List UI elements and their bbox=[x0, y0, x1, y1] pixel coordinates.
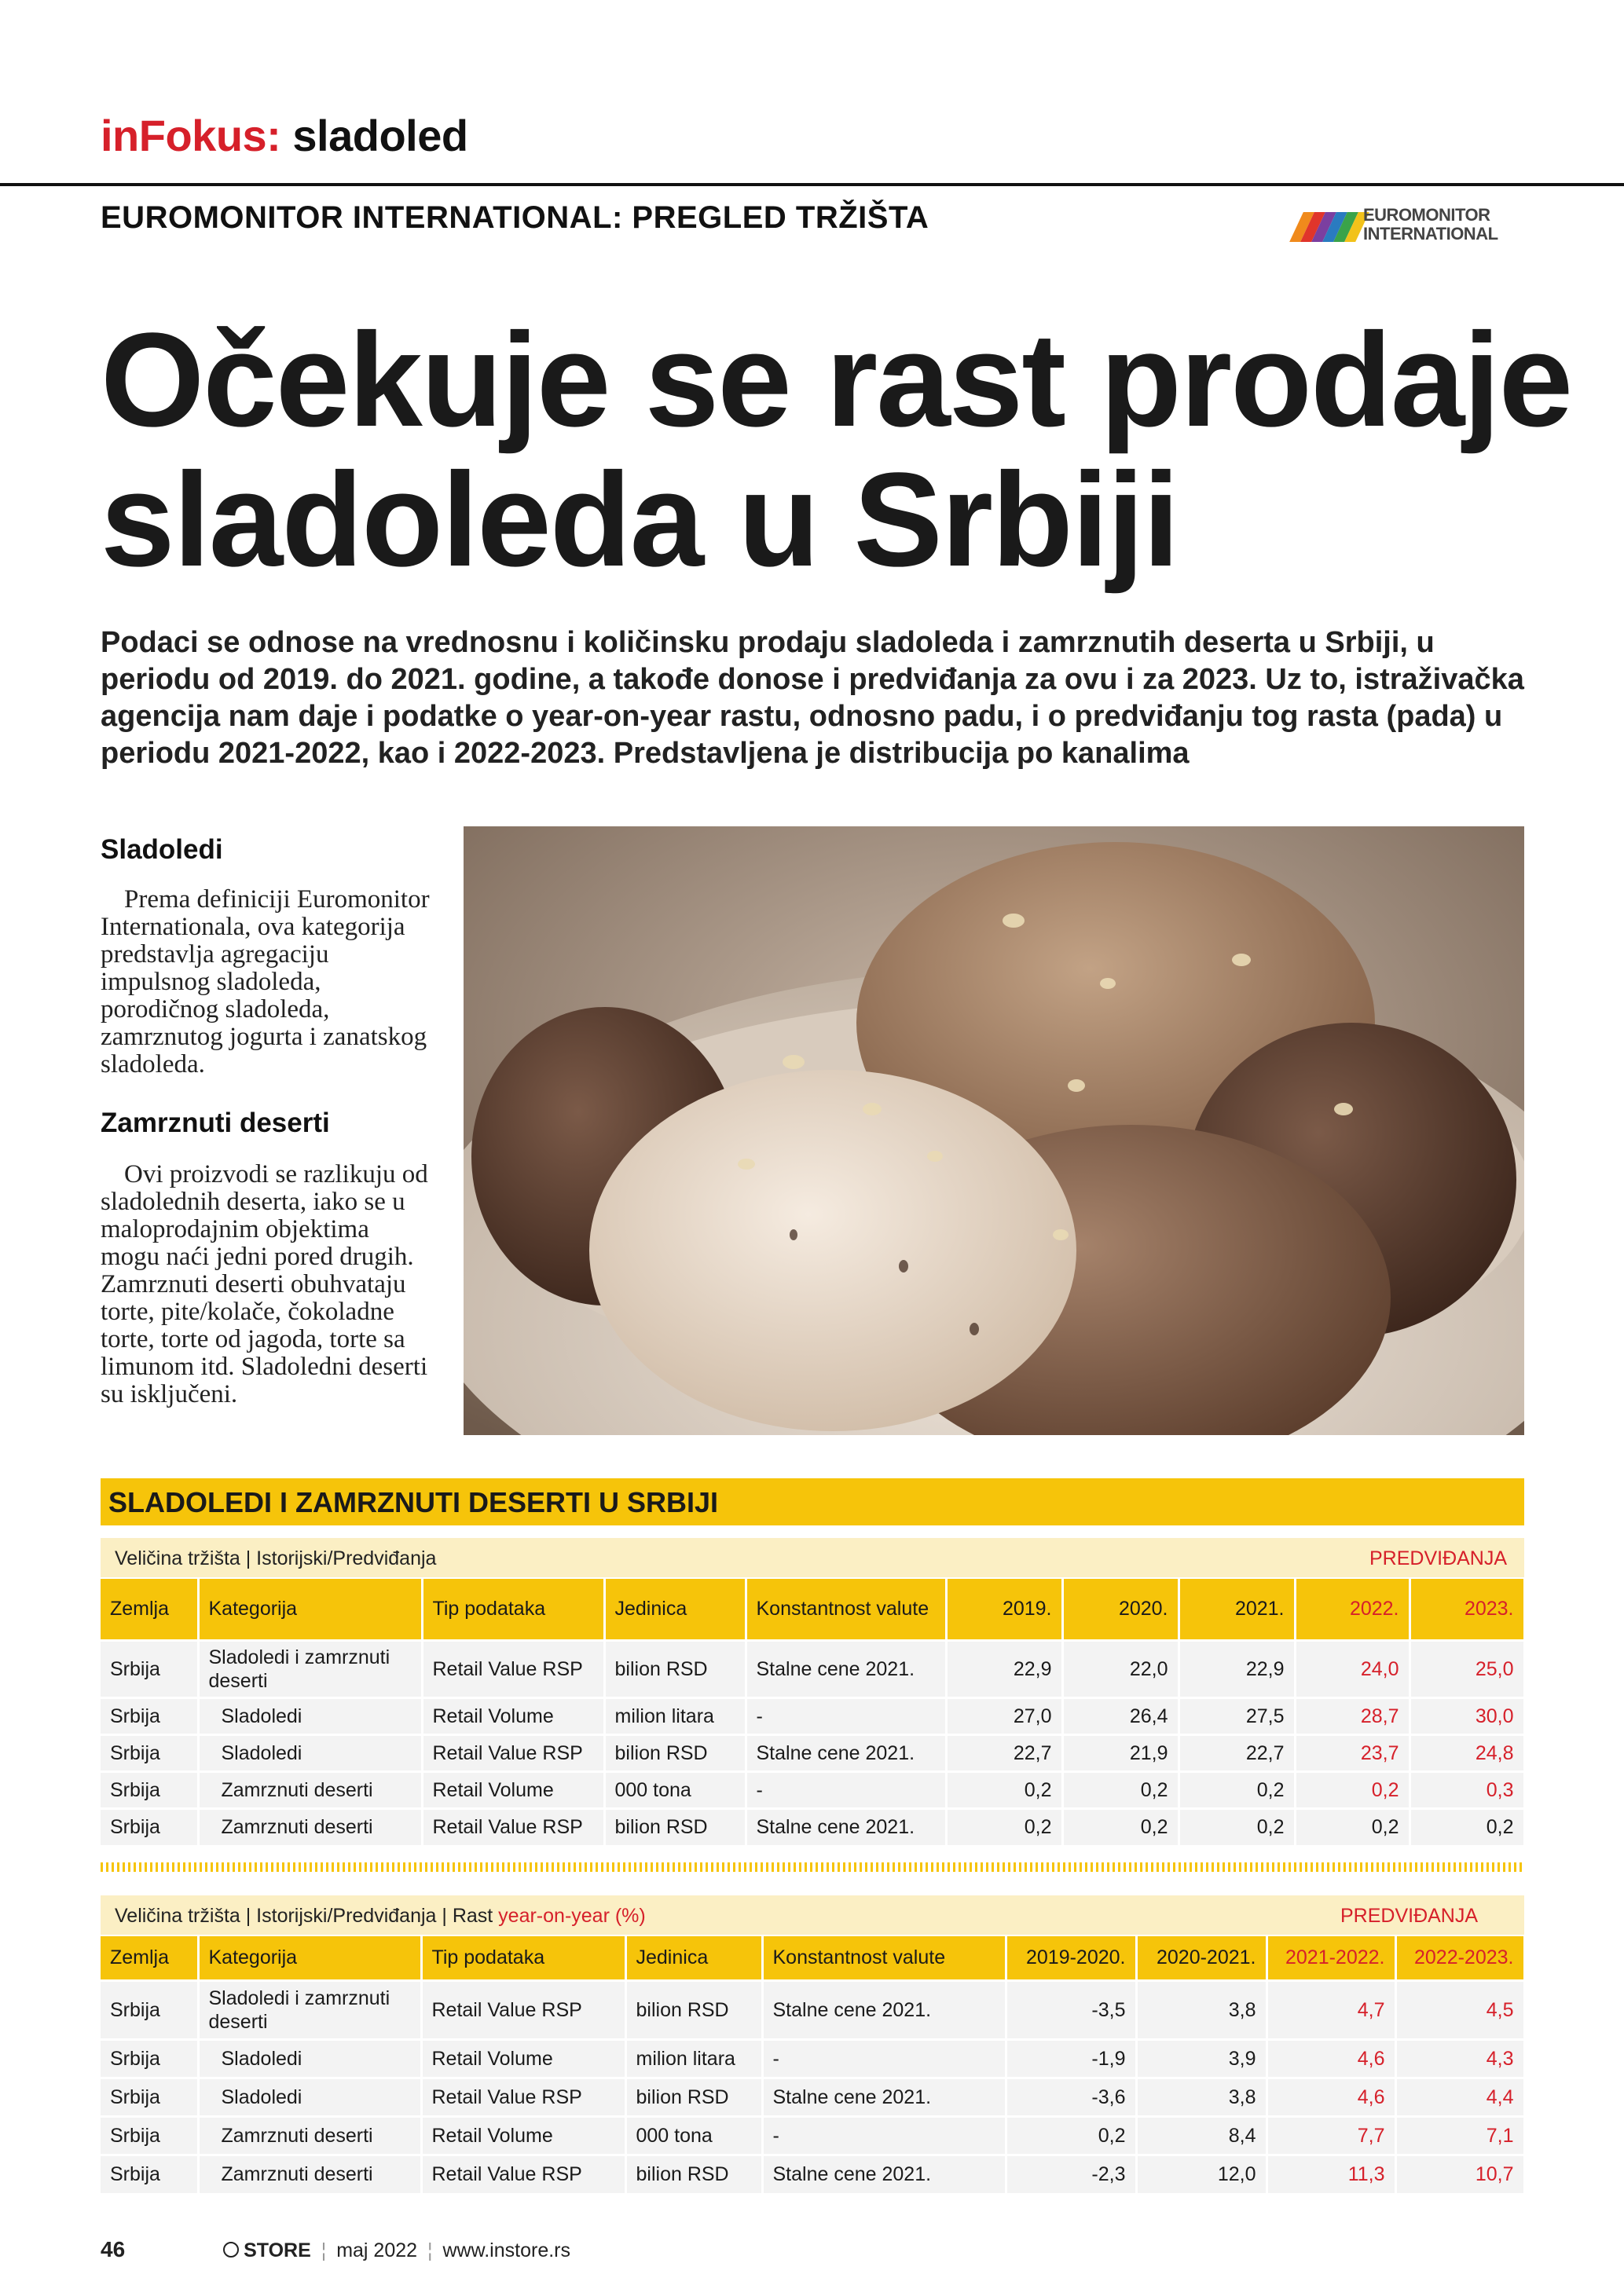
table1-title: SLADOLEDI I ZAMRZNUTI DESERTI U SRBIJI bbox=[108, 1486, 719, 1518]
table-cell: Stalne cene 2021. bbox=[762, 1980, 1006, 2039]
table-cell: 0,2 bbox=[1062, 1808, 1179, 1845]
table-cell: Sladoledi i zamrznuti deserti bbox=[198, 1640, 422, 1697]
table-cell: Stalne cene 2021. bbox=[746, 1808, 946, 1845]
table2-forecast-label: PREDVIĐANJA bbox=[1340, 1905, 1479, 1927]
table-cell: Srbija bbox=[101, 2116, 198, 2155]
table-cell: 0,3 bbox=[1410, 1771, 1524, 1808]
table-cell: 22,9 bbox=[946, 1640, 1062, 1697]
table-cell: 0,2 bbox=[1179, 1808, 1295, 1845]
kicker: EUROMONITOR INTERNATIONAL: PREGLED TRŽIŠTA bbox=[101, 200, 929, 235]
table2-header-cell: Tip podataka bbox=[421, 1936, 625, 1980]
table-cell: 26,4 bbox=[1062, 1697, 1179, 1734]
table1-header-cell: Kategorija bbox=[198, 1579, 422, 1640]
table1-band bbox=[101, 1538, 1524, 1577]
table-row bbox=[101, 1980, 1524, 2039]
table-cell: 25,0 bbox=[1410, 1640, 1524, 1697]
table-row bbox=[101, 2155, 1524, 2193]
sidebar-paragraph-sladoledi: Prema definiciji Euromonitor Internationala, ova kategorija predstavlja agregaciju impulsnog sladoleda, porodičnog sladoleda, zamrznutog jogurta i zanatskog sladoleda. bbox=[101, 885, 430, 1078]
table-cell: Sladoledi i zamrznuti deserti bbox=[198, 1980, 421, 2039]
table2-band-label-text: Veličina tržišta | Istorijski/Predviđanja | Rast bbox=[115, 1905, 499, 1927]
table-cell: 0,2 bbox=[1410, 1808, 1524, 1845]
table2-header-cell: Jedinica bbox=[625, 1936, 762, 1980]
table-cell: bilion RSD bbox=[625, 1980, 762, 2039]
table-cell: -3,5 bbox=[1006, 1980, 1136, 2039]
table-cell: 4,6 bbox=[1267, 2039, 1395, 2078]
logo-text-line1: EUROMONITOR bbox=[1363, 205, 1490, 225]
table1-title-bar bbox=[101, 1478, 1524, 1525]
table-cell: 23,7 bbox=[1295, 1734, 1410, 1771]
table-cell: bilion RSD bbox=[604, 1640, 746, 1697]
table-cell: Srbija bbox=[101, 2078, 198, 2116]
table2-header-cell: Kategorija bbox=[198, 1936, 421, 1980]
table-cell: - bbox=[746, 1771, 946, 1808]
table-cell: Srbija bbox=[101, 1734, 198, 1771]
table1-header-cell: 2021. bbox=[1179, 1579, 1295, 1640]
table-cell: Srbija bbox=[101, 1771, 198, 1808]
table-cell: 000 tona bbox=[625, 2116, 762, 2155]
table-cell: 4,7 bbox=[1267, 1980, 1395, 2039]
table-cell: Sladoledi bbox=[198, 1697, 422, 1734]
table-row bbox=[101, 1734, 1524, 1771]
table2-header-cell: 2022-2023. bbox=[1395, 1936, 1524, 1980]
table-cell: milion litara bbox=[604, 1697, 746, 1734]
table-cell: Srbija bbox=[101, 1980, 198, 2039]
table-cell: 24,0 bbox=[1295, 1640, 1410, 1697]
table-row bbox=[101, 1808, 1524, 1845]
table1-header-cell: Konstantnost valute bbox=[746, 1579, 946, 1640]
table1-header-cell: Zemlja bbox=[101, 1579, 198, 1640]
table-cell: 22,7 bbox=[946, 1734, 1062, 1771]
table-cell: Retail Volume bbox=[422, 1771, 604, 1808]
table2-header-cell: 2019-2020. bbox=[1006, 1936, 1136, 1980]
table-cell: Sladoledi bbox=[198, 2039, 421, 2078]
ice-cream-photo bbox=[464, 826, 1524, 1435]
table-cell: 0,2 bbox=[946, 1808, 1062, 1845]
table-cell: 22,7 bbox=[1179, 1734, 1295, 1771]
page-number: 46 bbox=[101, 2237, 126, 2261]
logo-text-line2: INTERNATIONAL bbox=[1363, 224, 1498, 244]
table2-header-cell: Konstantnost valute bbox=[762, 1936, 1006, 1980]
website-link[interactable]: www.instore.rs bbox=[442, 2239, 570, 2261]
table-cell: 27,5 bbox=[1179, 1697, 1295, 1734]
table-cell: milion litara bbox=[625, 2039, 762, 2078]
table-cell: 12,0 bbox=[1136, 2155, 1267, 2193]
table-cell: 000 tona bbox=[604, 1771, 746, 1808]
footer-separator: ¦ bbox=[427, 2239, 433, 2261]
table-cell: 4,4 bbox=[1395, 2078, 1524, 2116]
table-cell: 0,2 bbox=[1295, 1771, 1410, 1808]
section-tag bbox=[101, 110, 468, 161]
table-cell: 3,8 bbox=[1136, 1980, 1267, 2039]
table-cell: Retail Value RSP bbox=[421, 1980, 625, 2039]
table-cell: 10,7 bbox=[1395, 2155, 1524, 2193]
table-cell: 22,9 bbox=[1179, 1640, 1295, 1697]
table-cell: 0,2 bbox=[1062, 1771, 1179, 1808]
table-cell: 30,0 bbox=[1410, 1697, 1524, 1734]
table1-header-cell: Tip podataka bbox=[422, 1579, 604, 1640]
table-row bbox=[101, 1771, 1524, 1808]
table-cell: Retail Value RSP bbox=[421, 2078, 625, 2116]
table-cell: Retail Value RSP bbox=[422, 1808, 604, 1845]
table1-band-label: Veličina tržišta | Istorijski/Predviđanja bbox=[115, 1547, 437, 1569]
table-cell: Stalne cene 2021. bbox=[762, 2155, 1006, 2193]
sidebar-paragraph-zamrznuti-deserti: Ovi proizvodi se razlikuju od sladolednih deserta, iako se u maloprodajnim objektima mogu naći jedni pored drugih. Zamrznuti deserti obuhvataju torte, pite/kolače, čokoladne torte, torte od jagoda, torte sa limunom itd. Sladoledni deserti su isključeni. bbox=[101, 1160, 428, 1408]
table2 bbox=[101, 1936, 1526, 2193]
table1-header-cell: 2020. bbox=[1062, 1579, 1179, 1640]
sidebar-heading-sladoledi: Sladoledi bbox=[101, 834, 223, 865]
magazine-name: STORE bbox=[244, 2239, 311, 2261]
table-cell: Zamrznuti deserti bbox=[198, 1808, 422, 1845]
table2-band bbox=[101, 1895, 1524, 1935]
table-row bbox=[101, 1697, 1524, 1734]
headline-line-2: sladoleda u Srbiji bbox=[101, 445, 1179, 595]
table2-header-cell: Zemlja bbox=[101, 1936, 198, 1980]
table-cell: bilion RSD bbox=[604, 1808, 746, 1845]
table-cell: 4,5 bbox=[1395, 1980, 1524, 2039]
table-row bbox=[101, 2116, 1524, 2155]
table-cell: Srbija bbox=[101, 1697, 198, 1734]
table-cell: Srbija bbox=[101, 2155, 198, 2193]
table1-header-cell: Jedinica bbox=[604, 1579, 746, 1640]
table-cell: 11,3 bbox=[1267, 2155, 1395, 2193]
table-cell: Zamrznuti deserti bbox=[198, 2116, 421, 2155]
table-cell: 28,7 bbox=[1295, 1697, 1410, 1734]
table-cell: 0,2 bbox=[1295, 1808, 1410, 1845]
table-cell: Zamrznuti deserti bbox=[198, 1771, 422, 1808]
section-topic: sladoled bbox=[292, 111, 468, 160]
table-cell: Sladoledi bbox=[198, 1734, 422, 1771]
table2-band-label-yoy: year-on-year (%) bbox=[498, 1905, 646, 1927]
table-cell: 4,3 bbox=[1395, 2039, 1524, 2078]
table-cell: Zamrznuti deserti bbox=[198, 2155, 421, 2193]
logo-bars-icon bbox=[1289, 211, 1359, 242]
table-cell: Stalne cene 2021. bbox=[746, 1734, 946, 1771]
table1-header-cell: 2019. bbox=[946, 1579, 1062, 1640]
table-cell: Sladoledi bbox=[198, 2078, 421, 2116]
table1-header-cell: 2022. bbox=[1295, 1579, 1410, 1640]
table-cell: Retail Value RSP bbox=[422, 1734, 604, 1771]
sidebar-heading-zamrznuti-deserti: Zamrznuti deserti bbox=[101, 1108, 330, 1138]
table-row bbox=[101, 1640, 1524, 1697]
dotted-divider bbox=[101, 1862, 1524, 1872]
table-cell: -3,6 bbox=[1006, 2078, 1136, 2116]
table-cell: Retail Volume bbox=[421, 2039, 625, 2078]
table-cell: bilion RSD bbox=[625, 2155, 762, 2193]
table-cell: 7,1 bbox=[1395, 2116, 1524, 2155]
headline bbox=[101, 306, 1572, 595]
table-cell: Srbija bbox=[101, 1640, 198, 1697]
table-cell: Stalne cene 2021. bbox=[762, 2078, 1006, 2116]
table-cell: - bbox=[746, 1697, 946, 1734]
table-cell: Retail Value RSP bbox=[421, 2155, 625, 2193]
euromonitor-logo bbox=[1289, 206, 1516, 245]
section-brand: inFokus: bbox=[101, 111, 281, 160]
table-cell: 22,0 bbox=[1062, 1640, 1179, 1697]
table-cell: 3,8 bbox=[1136, 2078, 1267, 2116]
table-cell: Retail Volume bbox=[421, 2116, 625, 2155]
footer-separator: ¦ bbox=[321, 2239, 327, 2261]
instore-logo-icon bbox=[223, 2242, 239, 2258]
table-cell: 24,8 bbox=[1410, 1734, 1524, 1771]
table-cell: 27,0 bbox=[946, 1697, 1062, 1734]
table1 bbox=[101, 1579, 1526, 1845]
table-cell: 0,2 bbox=[946, 1771, 1062, 1808]
table-cell: Stalne cene 2021. bbox=[746, 1640, 946, 1697]
footer bbox=[101, 2237, 570, 2262]
table1-forecast-label: PREDVIĐANJA bbox=[1369, 1547, 1508, 1569]
table-cell: 3,9 bbox=[1136, 2039, 1267, 2078]
issue-date: maj 2022 bbox=[336, 2239, 418, 2261]
lead-paragraph: Podaci se odnose na vrednosnu i količinsku prodaju sladoleda i zamrznutih deserta u Srbiji, u periodu od 2019. do 2021. godine, a takođe donose i predviđanja za ovu i za 2023. Uz to, istraživačka agencija nam daje i podatke o year-on-year rastu, odnosno padu, i o predviđanju tog rasta (pada) u periodu 2021-2022, kao i 2022-2023. Predstavljena je distribucija po kanalima bbox=[101, 626, 1524, 770]
table-cell: 21,9 bbox=[1062, 1734, 1179, 1771]
table-cell: Retail Volume bbox=[422, 1697, 604, 1734]
table2-header-cell: 2020-2021. bbox=[1136, 1936, 1267, 1980]
table-cell: 0,2 bbox=[1006, 2116, 1136, 2155]
table-cell: bilion RSD bbox=[625, 2078, 762, 2116]
headline-line-1: Očekuje se rast prodaje bbox=[101, 306, 1572, 455]
table-cell: -1,9 bbox=[1006, 2039, 1136, 2078]
table-cell: 7,7 bbox=[1267, 2116, 1395, 2155]
table2-header-cell: 2021-2022. bbox=[1267, 1936, 1395, 1980]
table-cell: - bbox=[762, 2039, 1006, 2078]
table-cell: Srbija bbox=[101, 2039, 198, 2078]
table-cell: -2,3 bbox=[1006, 2155, 1136, 2193]
table-row bbox=[101, 2039, 1524, 2078]
table-cell: 8,4 bbox=[1136, 2116, 1267, 2155]
table-cell: Retail Value RSP bbox=[422, 1640, 604, 1697]
table-cell: bilion RSD bbox=[604, 1734, 746, 1771]
table-cell: Srbija bbox=[101, 1808, 198, 1845]
table1-header-cell: 2023. bbox=[1410, 1579, 1524, 1640]
table-row bbox=[101, 2078, 1524, 2116]
table-cell: 4,6 bbox=[1267, 2078, 1395, 2116]
table-cell: - bbox=[762, 2116, 1006, 2155]
header-rule bbox=[0, 183, 1624, 186]
table-cell: 0,2 bbox=[1179, 1771, 1295, 1808]
table2-band-label bbox=[115, 1905, 646, 1928]
